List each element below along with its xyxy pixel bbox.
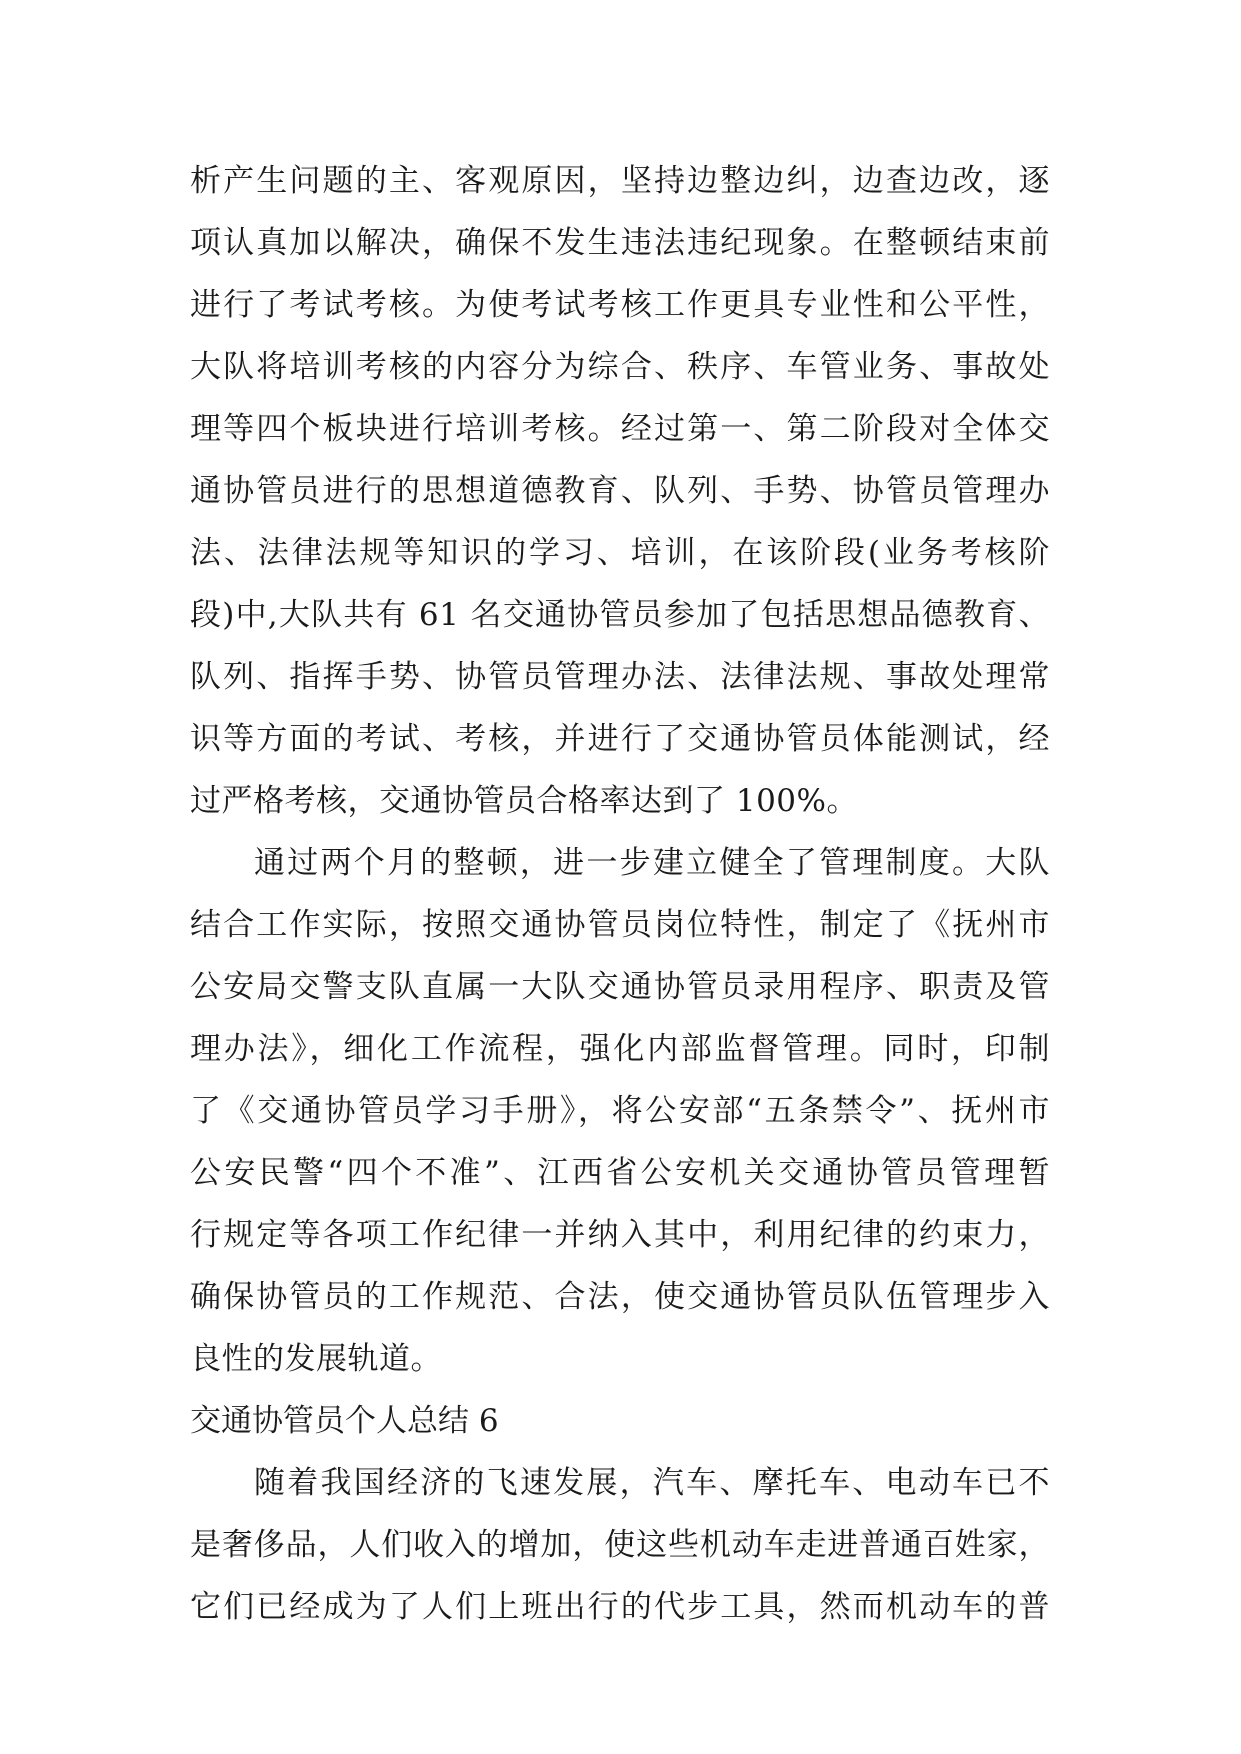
text-line: 段)中,大队共有 61 名交通协管员参加了包括思想品德教育、 — [190, 597, 1050, 633]
text-line: 通协管员进行的思想道德教育、队列、手势、协管员管理办 — [190, 473, 1050, 509]
text-line: 公安局交警支队直属一大队交通协管员录用程序、职责及管 — [190, 969, 1050, 1005]
text-line: 队列、指挥手势、协管员管理办法、法律法规、事故处理常 — [190, 659, 1050, 695]
text-line: 良性的发展轨道。 — [190, 1341, 442, 1377]
text-line: 进行了考试考核。为使考试考核工作更具专业性和公平性， — [190, 287, 1050, 323]
text-line: 项认真加以解决，确保不发生违法违纪现象。在整顿结束前 — [190, 225, 1050, 261]
text-line: 随着我国经济的飞速发展，汽车、摩托车、电动车已不 — [254, 1465, 1050, 1501]
text-line: 行规定等各项工作纪律一并纳入其中，利用纪律的约束力， — [190, 1217, 1050, 1253]
text-line: 公安民警“四个不准”、江西省公安机关交通协管员管理暂 — [190, 1155, 1050, 1191]
text-line: 确保协管员的工作规范、合法，使交通协管员队伍管理步入 — [190, 1279, 1050, 1315]
text-line: 法、法律法规等知识的学习、培训，在该阶段(业务考核阶 — [190, 535, 1050, 571]
text-line: 大队将培训考核的内容分为综合、秩序、车管业务、事故处 — [190, 349, 1050, 385]
text-line: 通过两个月的整顿，进一步建立健全了管理制度。大队 — [254, 845, 1050, 881]
paragraph-2 — [190, 832, 1050, 1390]
text-line: 理等四个板块进行培训考核。经过第一、第二阶段对全体交 — [190, 411, 1050, 447]
section-heading: 交通协管员个人总结 6 — [190, 1403, 499, 1439]
text-line: 析产生问题的主、客观原因，坚持边整边纠，边查边改，逐 — [190, 163, 1050, 199]
text-line: 识等方面的考试、考核，并进行了交通协管员体能测试，经 — [190, 721, 1050, 757]
text-line: 它们已经成为了人们上班出行的代步工具，然而机动车的普 — [190, 1589, 1050, 1625]
text-line: 是奢侈品，人们收入的增加，使这些机动车走进普通百姓家， — [190, 1527, 1050, 1563]
text-line: 结合工作实际，按照交通协管员岗位特性，制定了《抚州市 — [190, 907, 1050, 943]
text-line: 了《交通协管员学习手册》，将公安部“五条禁令”、抚州市 — [190, 1093, 1050, 1129]
text-line: 理办法》，细化工作流程，强化内部监督管理。同时，印制 — [190, 1031, 1050, 1067]
paragraph-1 — [190, 150, 1050, 832]
document-body — [190, 150, 1050, 1638]
paragraph-3 — [190, 1452, 1050, 1638]
text-line: 过严格考核，交通协管员合格率达到了 100%。 — [190, 783, 858, 819]
